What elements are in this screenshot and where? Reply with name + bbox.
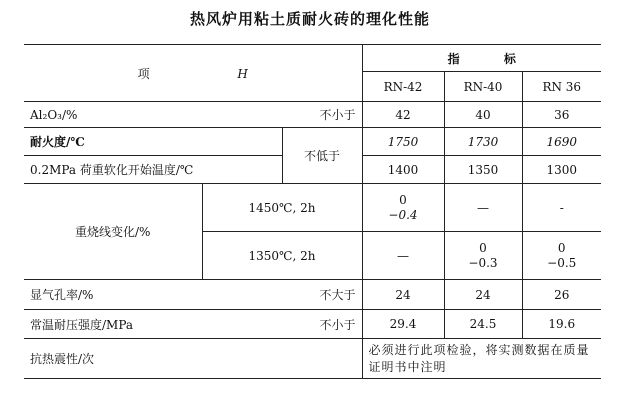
grade-header-1: RN-42	[362, 72, 444, 102]
value-cell: 40	[444, 102, 522, 128]
value-cell: 26	[522, 280, 601, 310]
row-label: 常温耐压强度/MPa	[24, 310, 282, 339]
row-label: 抗热震性/次	[24, 339, 362, 379]
value-line: −0.4	[388, 207, 418, 222]
value-cell: 1690	[522, 128, 601, 156]
item-header-label-2: H	[237, 66, 248, 81]
row-qualifier: 不小于	[282, 310, 362, 339]
table-row-porosity	[24, 280, 601, 310]
condition-cell: 1450℃, 2h	[202, 184, 362, 232]
row-qualifier: 不低于	[282, 128, 362, 184]
item-header-cell	[24, 45, 362, 102]
table-row-thermal-shock	[24, 339, 601, 379]
value-line: 0	[557, 240, 566, 255]
value-cell	[522, 232, 601, 280]
condition-cell: 1350℃, 2h	[202, 232, 362, 280]
value-cell: 42	[362, 102, 444, 128]
row-qualifier: 不大于	[282, 280, 362, 310]
row-label: 显气孔率/%	[24, 280, 282, 310]
value-cell: 24.5	[444, 310, 522, 339]
item-header-label: 项	[137, 66, 150, 81]
value-line: 0	[399, 192, 407, 207]
properties-table	[24, 44, 601, 379]
value-cell: 19.6	[522, 310, 601, 339]
grade-header-2: RN-40	[444, 72, 522, 102]
note-cell: 必须进行此项检验，将实测数据在质量证明书中注明	[362, 339, 601, 379]
value-cell: 1300	[522, 156, 601, 184]
value-cell: -	[522, 184, 601, 232]
row-label: 耐火度/℃	[24, 128, 282, 156]
header-row	[24, 45, 601, 72]
table-row-refractoriness	[24, 128, 601, 156]
row-label: 重烧线变化/%	[24, 184, 202, 280]
table-row-linear-change-1450	[24, 184, 601, 232]
value-cell: 1750	[362, 128, 444, 156]
value-line: −0.3	[468, 255, 498, 270]
value-cell: —	[444, 184, 522, 232]
value-cell	[444, 232, 522, 280]
value-cell: 1350	[444, 156, 522, 184]
value-cell: 1730	[444, 128, 522, 156]
value-cell	[362, 184, 444, 232]
value-cell: 24	[444, 280, 522, 310]
row-qualifier: 不小于	[282, 102, 362, 128]
value-cell: 24	[362, 280, 444, 310]
value-line: −0.5	[547, 255, 577, 270]
table-title: 热风炉用粘土质耐火砖的理化性能	[189, 10, 430, 28]
value-cell: —	[362, 232, 444, 280]
value-cell: 29.4	[362, 310, 444, 339]
grade-header-3: RN 36	[522, 72, 601, 102]
index-header-label: 指 标	[447, 51, 516, 66]
row-label: Al₂O₃/%	[24, 102, 282, 128]
value-cell: 36	[522, 102, 601, 128]
table-row-crushing	[24, 310, 601, 339]
row-label: 0.2MPa 荷重软化开始温度/℃	[24, 156, 282, 184]
value-line: 0	[479, 240, 487, 255]
index-header-cell	[362, 45, 601, 72]
table-row-al2o3	[24, 102, 601, 128]
value-cell: 1400	[362, 156, 444, 184]
